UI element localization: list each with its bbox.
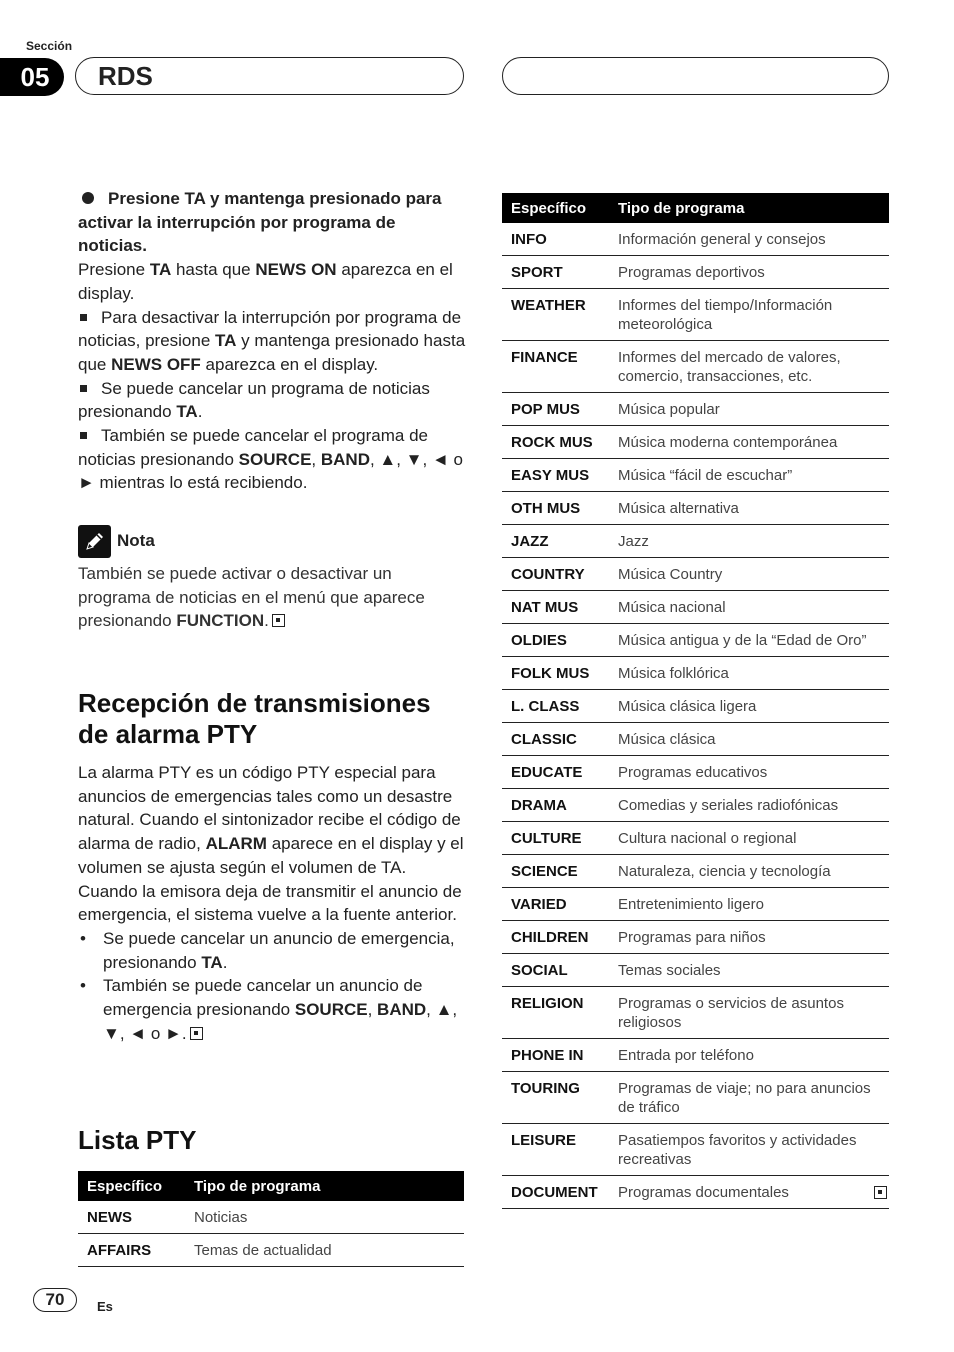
note-section xyxy=(78,523,468,633)
table-row xyxy=(502,256,889,289)
table-row xyxy=(502,1124,889,1176)
program-type-cell: Programas o servicios de asuntos religiosos xyxy=(609,987,889,1039)
table-row xyxy=(502,341,889,393)
program-type-cell: Música popular xyxy=(609,393,889,426)
end-mark-icon xyxy=(874,1186,887,1199)
pty-code-cell: OLDIES xyxy=(502,624,609,657)
table-header-row xyxy=(502,193,889,223)
column-header-code: Específico xyxy=(502,193,609,223)
alarm-bullet-2: • También se puede cancelar un anuncio de emergencia presionando SOURCE, BAND, ▲, ▼, ◄ o ►. xyxy=(78,974,468,1045)
program-type-cell: Jazz xyxy=(609,525,889,558)
table-row xyxy=(502,426,889,459)
program-type-cell: Música alternativa xyxy=(609,492,889,525)
table-row xyxy=(502,723,889,756)
table-row xyxy=(502,1176,889,1209)
table-row xyxy=(502,624,889,657)
note-label: Nota xyxy=(117,531,155,551)
pty-code-cell: FOLK MUS xyxy=(502,657,609,690)
square-bullet-icon xyxy=(80,432,87,439)
alarm-bullet-1: • Se puede cancelar un anuncio de emergencia, presionando TA. xyxy=(78,927,468,974)
table-row xyxy=(502,1072,889,1124)
end-mark-icon xyxy=(190,1027,203,1040)
pty-code-cell: CULTURE xyxy=(502,822,609,855)
pty-code-cell: DRAMA xyxy=(502,789,609,822)
end-mark-icon xyxy=(272,614,285,627)
lista-heading: Lista PTY xyxy=(78,1125,197,1155)
lista-section xyxy=(78,1125,464,1267)
pty-table xyxy=(502,193,889,1209)
table-row xyxy=(502,459,889,492)
program-type-cell: Temas sociales xyxy=(609,954,889,987)
column-header-code: Específico xyxy=(78,1171,185,1201)
pty-code-cell: SPORT xyxy=(502,256,609,289)
program-type-cell: Música folklórica xyxy=(609,657,889,690)
pty-code-cell: WEATHER xyxy=(502,289,609,341)
news-heading: Presione TA y mantenga presionado para activar la interrupción por programa de noticias. xyxy=(78,189,442,256)
end-mark xyxy=(871,1185,887,1203)
square-bullet-icon xyxy=(80,385,87,392)
table-row xyxy=(502,789,889,822)
table-row xyxy=(502,822,889,855)
note-text: También se puede activar o desactivar un programa de noticias en el menú que aparece presionando FUNCTION. xyxy=(78,564,425,631)
pty-code-cell: CHILDREN xyxy=(502,921,609,954)
table-row xyxy=(78,1234,464,1267)
program-type-cell: Entretenimiento ligero xyxy=(609,888,889,921)
pty-code-cell: COUNTRY xyxy=(502,558,609,591)
language-label: Es xyxy=(97,1299,113,1314)
pty-code-cell: RELIGION xyxy=(502,987,609,1039)
section-label: Sección xyxy=(26,39,73,53)
alarm-paragraph: La alarma PTY es un código PTY especial para anuncios de emergencias tales como un desastre natural. Cuando el sintonizador recibe el código de alarma de radio, ALARM aparece en el display y el volumen se ajusta según el volumen de TA. Cuando la emisora deja de transmitir el anuncio de emergencia, el sistema vuelve a la fuente anterior. xyxy=(78,763,464,925)
table-row xyxy=(502,393,889,426)
note-header xyxy=(78,523,468,559)
program-type-cell: Entrada por teléfono xyxy=(609,1039,889,1072)
pty-code-cell: LEISURE xyxy=(502,1124,609,1176)
alarm-heading: Recepción de transmisiones de alarma PTY xyxy=(78,688,431,749)
table-row xyxy=(502,756,889,789)
program-type-cell: Informes del mercado de valores, comercio, transacciones, etc. xyxy=(609,341,889,393)
pty-code-cell: FINANCE xyxy=(502,341,609,393)
program-type-cell: Programas documentales xyxy=(609,1176,889,1209)
program-type-cell: Programas para niños xyxy=(609,921,889,954)
table-row xyxy=(502,657,889,690)
pencil-icon xyxy=(78,525,111,558)
program-type-cell: Música clásica ligera xyxy=(609,690,889,723)
program-type-cell: Informes del tiempo/Información meteorológica xyxy=(609,289,889,341)
pty-code-cell: SCIENCE xyxy=(502,855,609,888)
square-bullet-icon xyxy=(80,314,87,321)
table-row xyxy=(502,492,889,525)
program-type-cell: Música moderna contemporánea xyxy=(609,426,889,459)
table-row xyxy=(502,525,889,558)
program-type-cell: Música nacional xyxy=(609,591,889,624)
lista-table xyxy=(78,1171,464,1267)
pty-code-cell: L. CLASS xyxy=(502,690,609,723)
table-row xyxy=(502,987,889,1039)
program-type-cell: Música Country xyxy=(609,558,889,591)
table-row xyxy=(502,888,889,921)
program-type-cell: Comedias y seriales radiofónicas xyxy=(609,789,889,822)
program-type-cell: Programas de viaje; no para anuncios de tráfico xyxy=(609,1072,889,1124)
program-type-cell: Temas de actualidad xyxy=(185,1234,464,1267)
pty-code-cell: POP MUS xyxy=(502,393,609,426)
pty-code-cell: NEWS xyxy=(78,1201,185,1234)
pty-code-cell: AFFAIRS xyxy=(78,1234,185,1267)
pty-code-cell: EDUCATE xyxy=(502,756,609,789)
pty-code-cell: SOCIAL xyxy=(502,954,609,987)
pty-code-cell: CLASSIC xyxy=(502,723,609,756)
pty-code-cell: ROCK MUS xyxy=(502,426,609,459)
alarm-section xyxy=(78,688,468,1045)
section-number-badge: 05 xyxy=(0,58,64,96)
pty-table-section xyxy=(502,193,889,1209)
news-subitem-3: También se puede cancelar el programa de noticias presionando SOURCE, BAND, ▲, ▼, ◄ o ► mientras lo está recibiendo. xyxy=(78,426,463,493)
program-type-cell: Música “fácil de escuchar” xyxy=(609,459,889,492)
table-row xyxy=(502,954,889,987)
program-type-cell: Música clásica xyxy=(609,723,889,756)
program-type-cell: Información general y consejos xyxy=(609,223,889,256)
table-row xyxy=(78,1201,464,1234)
table-row xyxy=(502,690,889,723)
pty-code-cell: EASY MUS xyxy=(502,459,609,492)
news-subitem-1: Para desactivar la interrupción por programa de noticias, presione TA y mantenga presionado hasta que NEWS OFF aparezca en el display. xyxy=(78,307,466,374)
table-row xyxy=(502,558,889,591)
pty-code-cell: PHONE IN xyxy=(502,1039,609,1072)
table-row xyxy=(502,591,889,624)
program-type-cell: Programas deportivos xyxy=(609,256,889,289)
pty-code-cell: NAT MUS xyxy=(502,591,609,624)
program-type-cell: Pasatiempos favoritos y actividades recreativas xyxy=(609,1124,889,1176)
news-subitem-2: Se puede cancelar un programa de noticias presionando TA. xyxy=(78,378,430,422)
pty-code-cell: VARIED xyxy=(502,888,609,921)
news-section xyxy=(78,187,468,495)
column-header-type: Tipo de programa xyxy=(609,193,889,223)
table-header-row xyxy=(78,1171,464,1201)
pty-code-cell: DOCUMENT xyxy=(502,1176,609,1209)
table-row xyxy=(502,921,889,954)
program-type-cell: Cultura nacional o regional xyxy=(609,822,889,855)
column-header-type: Tipo de programa xyxy=(185,1171,464,1201)
pty-code-cell: OTH MUS xyxy=(502,492,609,525)
table-row xyxy=(502,855,889,888)
header-right-frame xyxy=(502,57,889,95)
program-type-cell: Música antigua y de la “Edad de Oro” xyxy=(609,624,889,657)
pty-code-cell: JAZZ xyxy=(502,525,609,558)
bullet-icon xyxy=(82,192,94,204)
table-row xyxy=(502,1039,889,1072)
table-row xyxy=(502,289,889,341)
program-type-cell: Programas educativos xyxy=(609,756,889,789)
program-type-cell: Naturaleza, ciencia y tecnología xyxy=(609,855,889,888)
page-number: 70 xyxy=(33,1288,77,1312)
pty-code-cell: INFO xyxy=(502,223,609,256)
table-row xyxy=(502,223,889,256)
news-paragraph: Presione TA hasta que NEWS ON aparezca en el display. xyxy=(78,260,453,303)
pty-code-cell: TOURING xyxy=(502,1072,609,1124)
program-type-cell: Noticias xyxy=(185,1201,464,1234)
page-title: RDS xyxy=(98,61,153,91)
